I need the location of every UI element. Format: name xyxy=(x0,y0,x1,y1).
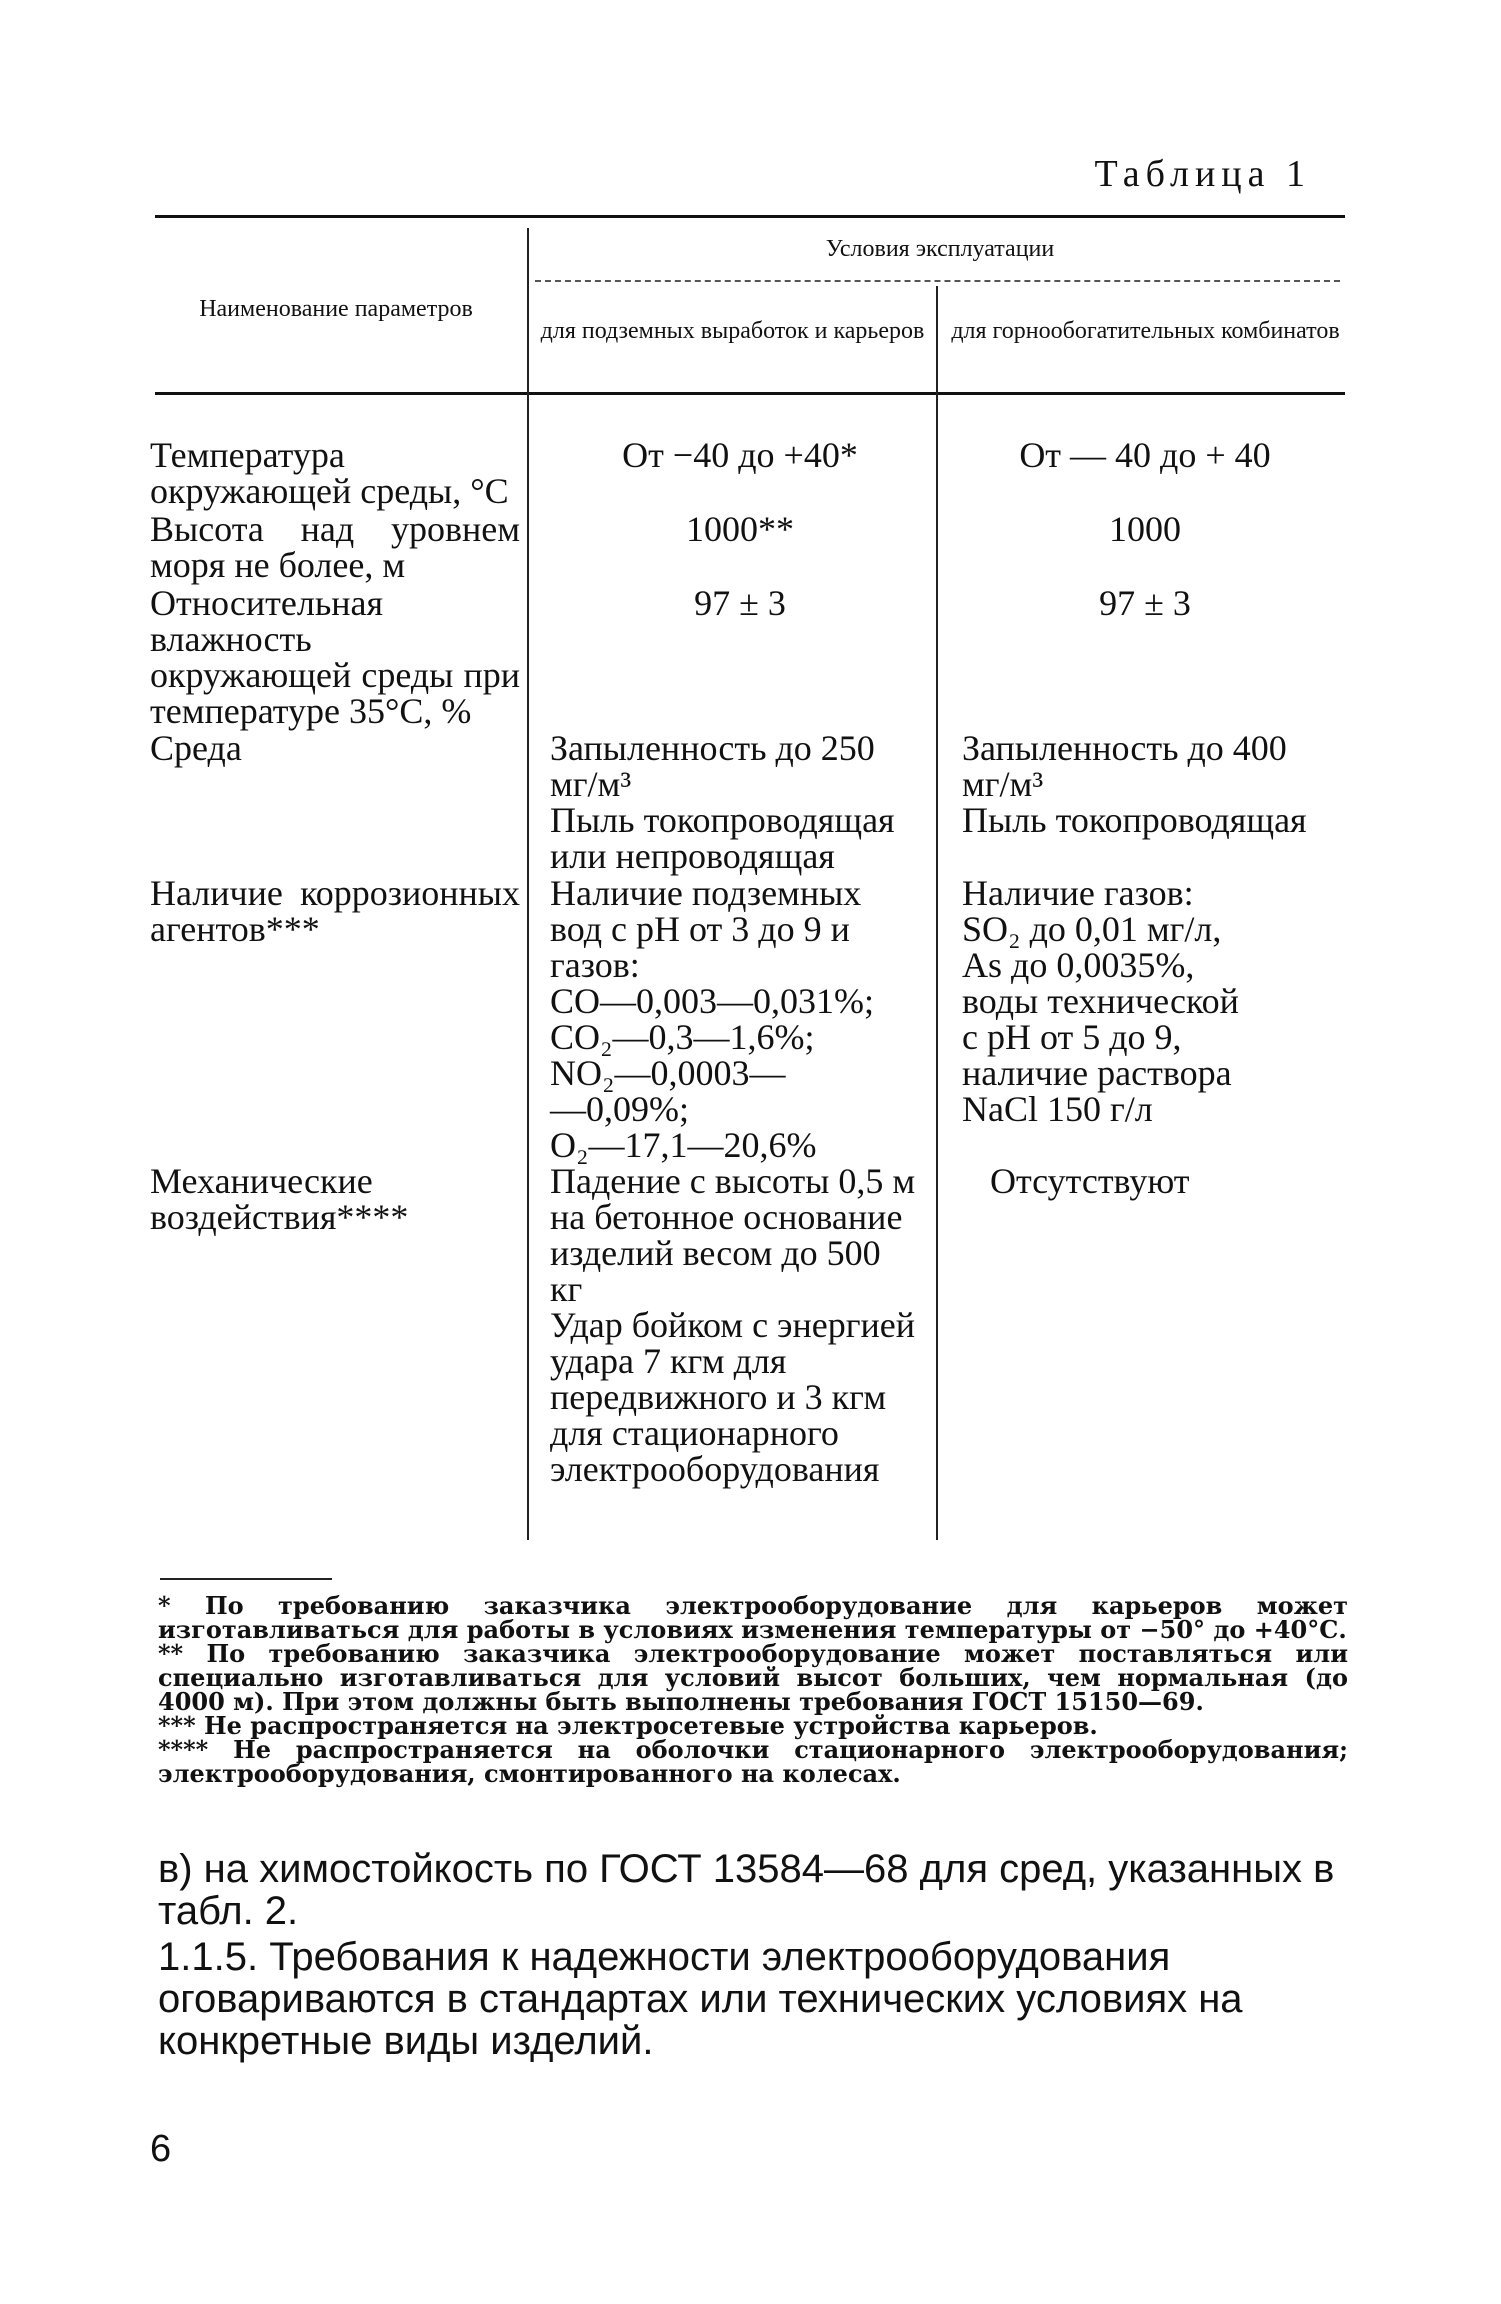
row-param-name: Температура окружающей среды, °С xyxy=(150,435,509,511)
header-group-divider xyxy=(535,280,1340,282)
row-param-name: Механические воздействия**** xyxy=(150,1161,409,1237)
row-param-name: Наличие коррозионных агентов*** xyxy=(150,873,520,949)
row-value-underground: Падение с высоты 0,5 м на бетонное основание изделий весом до 500 кг Удар бойком с энергией удара 7 кгм для передвижного и 3 кгм для стационарного электрооборудования xyxy=(550,1161,916,1489)
row-value-underground: От −40 до +40* xyxy=(622,435,858,475)
page-number: 6 xyxy=(150,2128,172,2170)
row-value-underground: 1000** xyxy=(686,509,794,549)
header-operating-conditions: Условия эксплуатации xyxy=(825,236,1055,262)
row-value-underground: Запыленность до 250 мг/м³ Пыль токопроводящая или непроводящая xyxy=(550,728,895,876)
row-value-plants: Отсутствуют xyxy=(990,1161,1190,1201)
header-column-plants: для горнообогатительных комбинатов xyxy=(951,318,1340,344)
column-divider-2 xyxy=(936,286,938,1540)
footnote-1: * По требованию заказчика электрооборудование для карьеров может изготавливаться для работы в условиях изменения температуры от −50° до +40°С. xyxy=(158,1591,1348,1644)
table-top-rule xyxy=(155,215,1345,218)
row-value-plants: Запыленность до 400 мг/м³ Пыль токопроводящая xyxy=(962,728,1307,840)
header-parameter-names: Наименование параметров xyxy=(199,296,473,322)
row-param-name: Высота над уровнем моря не более, м xyxy=(150,509,520,585)
row-value-plants: От — 40 до + 40 xyxy=(1019,435,1271,475)
footnotes xyxy=(158,1591,1348,1788)
row-value-underground: Наличие подземных вод с рН от 3 до 9 и газов: СО—0,003—0,031%; СО₂—0,3—1,6%; NO₂—0,0003— —0,09%; О₂—17,1—20,6% xyxy=(550,873,874,1165)
footnote-separator xyxy=(160,1578,332,1580)
header-column-underground: для подземных выработок и карьеров xyxy=(540,318,925,344)
paragraph-chemical-resistance: в) на химостойкость по ГОСТ 13584—68 для сред, указанных в табл. 2. xyxy=(158,1847,1335,1933)
row-value-plants: 97 ± 3 xyxy=(1099,583,1191,623)
row-value-plants: 1000 xyxy=(1109,509,1181,549)
footnote-4: **** Не распространяется на оболочки стационарного электрооборудования; электрооборудования, смонтированного на колесах. xyxy=(158,1735,1348,1788)
table-caption: Таблица 1 xyxy=(1094,153,1311,195)
column-divider-1 xyxy=(527,228,529,1540)
row-value-plants: Наличие газов: SO₂ до 0,01 мг/л, As до 0,0035%, воды технической с рН от 5 до 9, наличие раствора NaCl 150 г/л xyxy=(962,873,1239,1129)
row-value-underground: 97 ± 3 xyxy=(694,583,786,623)
footnote-3: *** Не распространяется на электросетевые устройства карьеров. xyxy=(158,1711,1098,1740)
row-param-name: Среда xyxy=(150,728,242,768)
footnote-2: ** По требованию заказчика электрооборудование может поставляться или специально изготавливаться для условий высот больших, чем нормальная (до 4000 м). При этом должны быть выполнены требования ГОСТ 15150—69. xyxy=(158,1639,1348,1716)
row-param-name: Относительная влажность окружающей среды при температуре 35°С, % xyxy=(150,583,520,731)
header-bottom-rule xyxy=(155,392,1345,395)
paragraph-reliability: 1.1.5. Требования к надежности электрооборудования оговариваются в стандартах или технических условиях на конкретные виды изделий. xyxy=(158,1935,1243,2063)
